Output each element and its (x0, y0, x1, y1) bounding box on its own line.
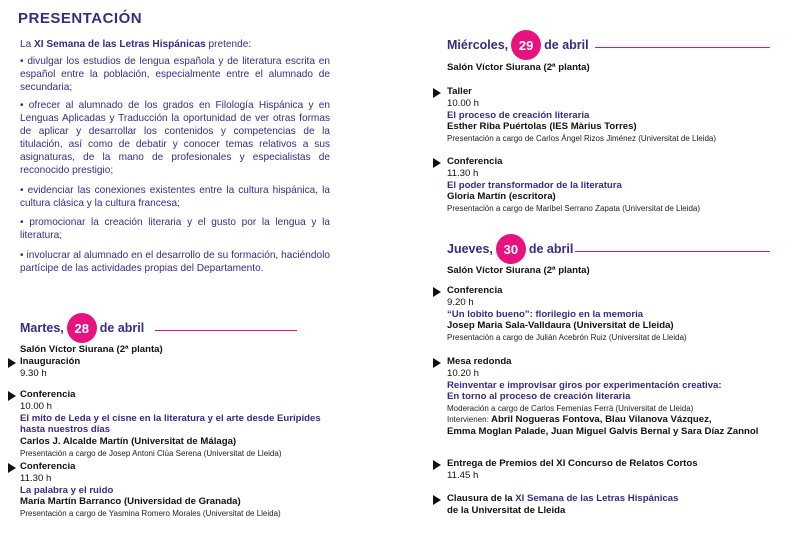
miercoles-event-2: Conferencia 11.30 h El poder transformador de la literatura Gloria Martín (escritora) Presentación a cargo de Maribel Serrano Zapata (Universitat de Lleida) (447, 156, 701, 214)
intro-lead: La XI Semana de las Letras Hispánicas pretende: (20, 39, 252, 50)
martes-event-3: Conferencia 11.30 h La palabra y el ruido María Martín Barranco (Universidad de Granada) Presentación a cargo de Yasmina Romero Morales (Universitat de Lleida) (20, 461, 281, 519)
jueves-rule (575, 251, 770, 252)
bullet-2: • ofrecer al alumnado de los grados en Filología Hispánica y en Lenguas Aplicadas y Traducción la oportunidad de ver otras formas de aplicar y desarrollar los contenidos y competencias de la titulación, así como de debatir y conocer temas relativos a sus asignaturas, de la mano de profesionales y especialistas de reconocido prestigio; (20, 100, 330, 176)
bullet-1: • divulgar los estudios de lengua española y de literatura escrita en español entre la población, especialmente entre el alumnado de secundaria; (20, 56, 330, 93)
arrow-icon (8, 463, 16, 473)
martes-venue: Salón Víctor Siurana (2ª planta) (20, 344, 163, 355)
arrow-icon (433, 358, 441, 368)
martes-event-2: Conferencia 10.00 h El mito de Leda y el cisne en la literatura y el arte desde Eurípides hasta nuestros días Carlos J. Alcalde Martín (Universitat de Málaga) Presentación a cargo de Josep Antoni Clúa Serena (Universitat de Lleida) (20, 389, 321, 458)
miercoles-event-1: Taller 10.00 h El proceso de creación literaria Esther Riba Puértolas (IES Màrius Torres) Presentación a cargo de Carlos Ángel Rizos Jiménez (Universitat de Lleida) (447, 86, 717, 144)
arrow-icon (433, 88, 441, 98)
miercoles-venue: Salón Víctor Siurana (2ª planta) (447, 62, 590, 73)
miercoles-header: Miércoles, 29 de abril (447, 30, 589, 60)
date-circle: 29 (511, 30, 541, 60)
bullet-4: • promocionar la creación literaria y el gusto por la lengua y la literatura; (20, 217, 330, 241)
jueves-header: Jueves, 30 de abril (447, 234, 573, 264)
arrow-icon (8, 358, 16, 368)
martes-header: Martes, 28 de abril (20, 313, 144, 343)
jueves-event-2: Mesa redonda 10.20 h Reinventar e improvisar giros por experimentación creativa: En torno al proceso de creación literaria Moderación a cargo de Carlos Femenías Ferrà (Universitat de Lleida) Intervienen: Abril Nogueras Fontova, Blau Vilanova Vázquez, Emma Moglan Palade, Juan Miguel Galvis Bernal y Sara Díaz Zannol (447, 356, 787, 438)
bullet-3: • evidenciar las conexiones existentes entre la cultura hispánica, la cultura clásica y la cultura francesa; (20, 185, 330, 209)
jueves-event-1: Conferencia 9.20 h “Un lobito bueno”: florilegio en la memoria Josep Maria Sala-Valldaura (Universitat de Lleida) Presentación a cargo de Julián Acebrón Ruiz (Universitat de Lleida) (447, 285, 687, 343)
presentacion-title: PRESENTACIÓN (18, 10, 143, 27)
event-name: XI Semana de las Letras Hispánicas (34, 39, 206, 50)
jueves-venue: Salón Víctor Siurana (2ª planta) (447, 265, 590, 276)
arrow-icon (433, 460, 441, 470)
date-circle: 30 (496, 234, 526, 264)
martes-event-1: Inauguración 9.30 h (20, 356, 81, 379)
miercoles-rule (595, 47, 770, 48)
arrow-icon (433, 495, 441, 505)
date-circle: 28 (67, 313, 97, 343)
arrow-icon (8, 391, 16, 401)
speakers-line-1: Intervienen: Abril Nogueras Fontova, Blau Vilanova Vázquez, (447, 414, 712, 426)
martes-rule (155, 330, 297, 331)
jueves-event-4: Clausura de la XI Semana de las Letras Hispánicas de la Universitat de Lleida (447, 493, 679, 516)
arrow-icon (433, 158, 441, 168)
bullet-5: • involucrar al alumnado en el desarrollo de su formación, haciéndolo partícipe de las actividades propias del Departamento. (20, 250, 330, 274)
jueves-event-3: Entrega de Premios del XI Concurso de Relatos Cortos 11.45 h (447, 458, 698, 481)
arrow-icon (433, 287, 441, 297)
speakers-line-2: Emma Moglan Palade, Juan Miguel Galvis Bernal y Sara Díaz Zannol (447, 425, 759, 437)
